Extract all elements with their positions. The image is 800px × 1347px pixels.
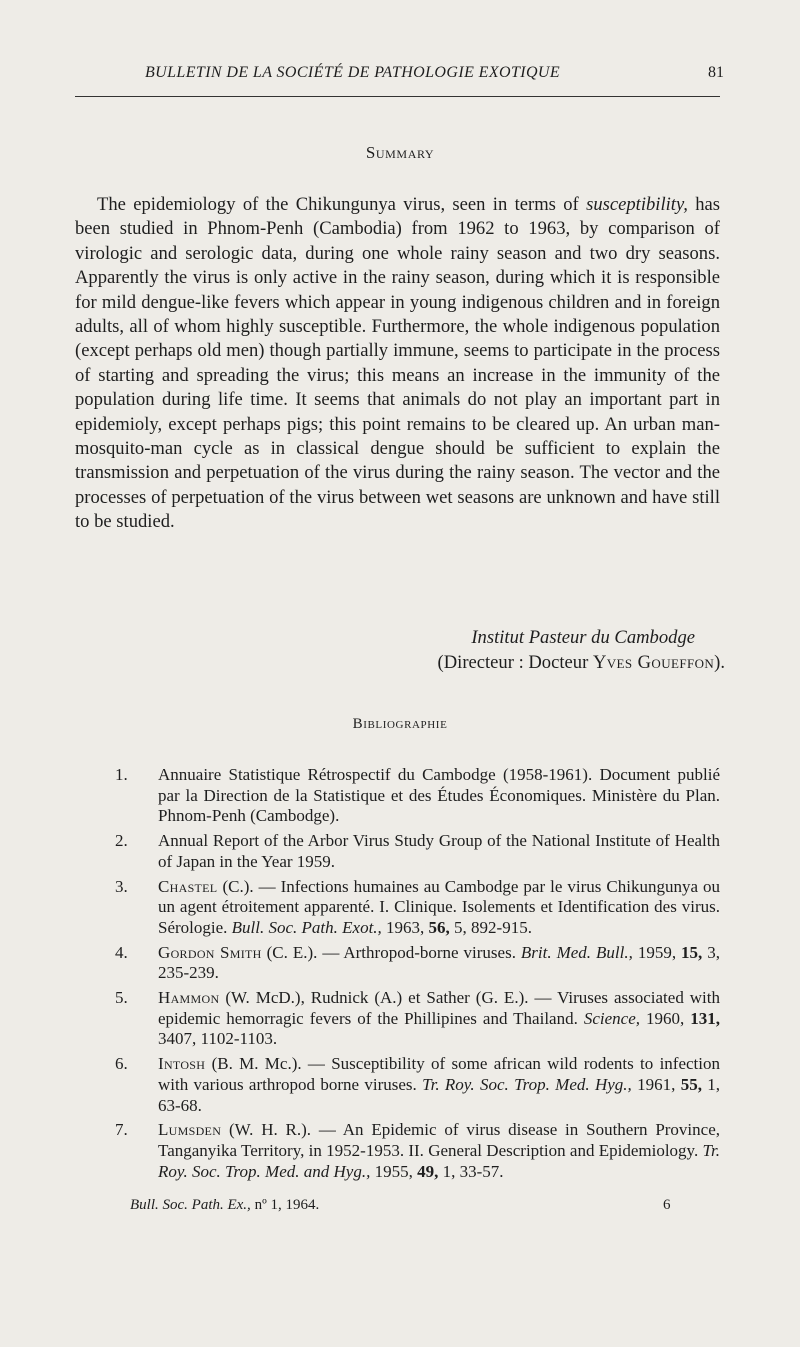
reference-pages: 1, 33-57. xyxy=(442,1161,504,1181)
reference-text: (B. M. Mc.). — Susceptibility of some african wild rodents to infection with various arthropod borne viruses. xyxy=(158,1054,721,1094)
reference-item xyxy=(75,943,720,984)
reference-number: 2. xyxy=(115,831,128,851)
reference-year: 1961, xyxy=(637,1074,676,1094)
summary-text-start: The epidemiology of the Chikungunya virus, seen in terms of xyxy=(97,194,579,215)
header-divider xyxy=(75,96,720,97)
signature-mark: 6 xyxy=(663,1197,671,1213)
reference-number: 6. xyxy=(115,1054,128,1074)
reference-text: Annuaire Statistique Rétrospectif du Cambodge (1958-1961). Document publié par la Direction de la Statistique et des Études Économiques. Ministère du Plan. Phnom-Penh (Cambodge). xyxy=(158,765,720,826)
reference-text: (W. H. R.). — An Epidemic of virus disease in Southern Province, Tanganyika Territory, in 1952-1953. II. General Description and Epidemiology. xyxy=(158,1120,720,1160)
reference-journal: Tr. Roy. Soc. Trop. Med. Hyg., xyxy=(422,1074,632,1094)
reference-pages: 3407, 1102-1103. xyxy=(158,1029,278,1049)
footer-citation xyxy=(130,1197,319,1214)
reference-number: 1. xyxy=(115,765,128,784)
reference-volume: 131, xyxy=(690,1008,721,1028)
director-name: Yves Goueffon xyxy=(592,652,715,673)
director-line xyxy=(0,652,725,674)
reference-text: (C.). — Infections humaines au Cambodge par le virus Chikungunya ou un agent étroitement apparenté. I. Clinique. Isolements et Identification des virus. Sérologie. xyxy=(158,876,720,937)
reference-number: 4. xyxy=(115,942,128,962)
reference-item xyxy=(75,831,720,872)
reference-volume: 49, xyxy=(417,1161,439,1181)
reference-item xyxy=(75,765,720,827)
reference-journal: Brit. Med. Bull., xyxy=(520,942,633,962)
summary-emphasis: susceptibility, xyxy=(586,194,688,215)
bibliography-heading: Bibliographie xyxy=(352,716,448,732)
footer-issue: nº 1, 1964. xyxy=(254,1197,320,1213)
reference-volume: 15, xyxy=(681,942,703,962)
reference-year: 1955, xyxy=(374,1161,413,1181)
summary-paragraph xyxy=(75,193,720,535)
summary-heading: Summary xyxy=(365,143,435,162)
reference-volume: 55, xyxy=(680,1074,702,1094)
reference-number: 3. xyxy=(115,876,128,896)
reference-item xyxy=(75,988,720,1050)
reference-author: Intosh xyxy=(158,1054,206,1074)
reference-author: Lumsden xyxy=(158,1120,222,1140)
reference-pages: 5, 892-915. xyxy=(454,917,532,937)
reference-text: (C. E.). — Arthropod-borne viruses. xyxy=(266,942,516,962)
director-prefix: (Directeur : Docteur xyxy=(437,652,589,673)
director-suffix: ). xyxy=(714,652,725,673)
reference-journal: Science, xyxy=(583,1008,641,1028)
footer-journal: Bull. Soc. Path. Ex., xyxy=(130,1197,251,1213)
institute-name: Institut Pasteur du Cambodge xyxy=(471,627,695,648)
reference-year: 1963, xyxy=(386,917,425,937)
page-number: 81 xyxy=(708,64,724,81)
reference-item xyxy=(75,1120,720,1182)
reference-text: Annual Report of the Arbor Virus Study Group of the National Institute of Health of Japan in the Year 1959. xyxy=(158,831,720,871)
reference-author: Gordon Smith xyxy=(158,942,262,962)
reference-journal: Bull. Soc. Path. Exot., xyxy=(231,917,382,937)
summary-text-rest: has been studied in Phnom-Penh (Cambodia) from 1962 to 1963, by comparison of virologic and serologic data, during one whole rainy season and two dry seasons. Apparently the virus is only active in the rainy season, during which it is responsible for mild dengue-like fevers which appear in young indigenous children and in foreign adults, all of whom highly susceptible. Furthermore, the whole indigenous population (except perhaps old men) though partially immune, seems to participate in the process of starting and spreading the virus; this means an increase in the immunity of the population during life time. It seems that animals do not play an important part in epidemioly, except perhaps pigs; this point remains to be cleared up. An urban man-mosquito-man cycle as in classical dengue should be sufficient to explain the transmission and perpetuation of the virus during the rainy season. The vector and the processes of perpetuation of the virus between wet seasons are unknown and have still to be studied. xyxy=(75,194,720,533)
reference-year: 1959, xyxy=(637,942,677,962)
reference-pages: 1, 63-68. xyxy=(158,1074,721,1115)
reference-author: Hammon xyxy=(158,988,220,1008)
reference-item xyxy=(75,1054,720,1116)
running-title: BULLETIN DE LA SOCIÉTÉ DE PATHOLOGIE EXOTIQUE xyxy=(145,64,561,81)
reference-year: 1960, xyxy=(646,1008,685,1028)
reference-text: (W. McD.), Rudnick (A.) et Sather (G. E.). — Viruses associated with epidemic hemorragic fevers of the Phillipines and Thailand. xyxy=(158,988,721,1028)
reference-journal: Tr. Roy. Soc. Trop. Med. and Hyg., xyxy=(158,1140,721,1181)
reference-number: 7. xyxy=(115,1120,128,1140)
reference-volume: 56, xyxy=(428,917,450,937)
reference-pages: 3, 235-239. xyxy=(158,942,720,983)
reference-list xyxy=(75,765,720,1186)
reference-author: Chastel xyxy=(158,876,218,896)
reference-number: 5. xyxy=(115,988,128,1008)
reference-item xyxy=(75,877,720,939)
